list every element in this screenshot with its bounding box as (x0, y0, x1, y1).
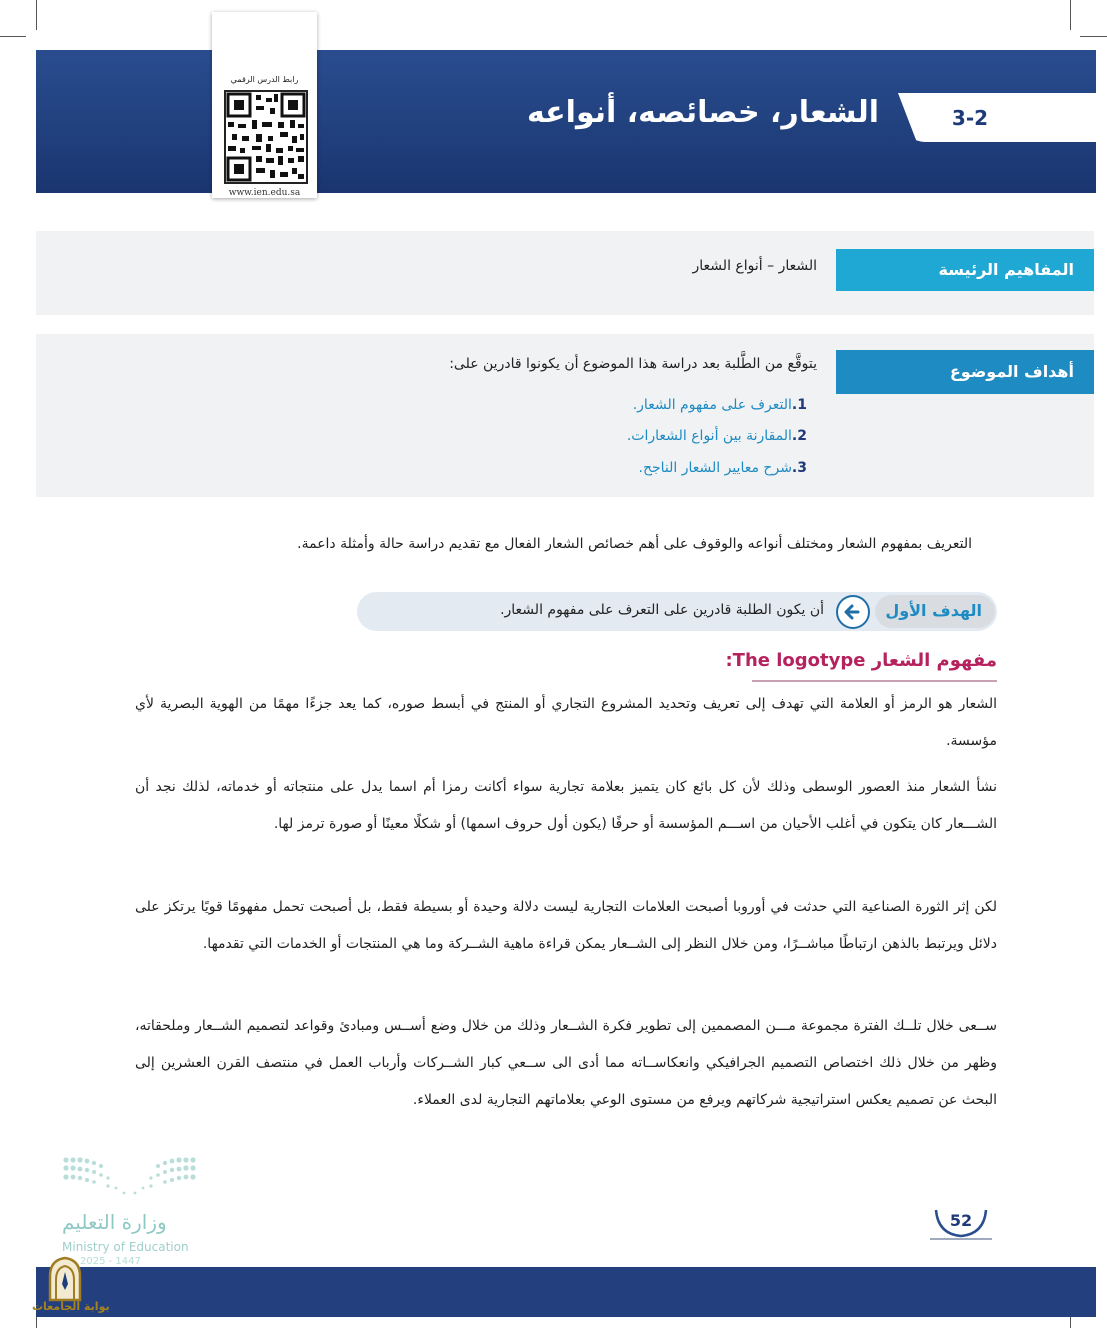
goal-number: 2. (791, 428, 807, 444)
crop-mark (1070, 0, 1071, 30)
qr-url[interactable]: www.ien.edu.sa (228, 188, 301, 198)
goal-text: شرح معايير الشعار الناجح. (638, 460, 792, 476)
lesson-tab (898, 93, 1107, 142)
goal-item (627, 428, 807, 444)
paragraph: نشأ الشعار منذ العصور الوسطى وذلك لأن كل بائع كان يتميز بعلامة تجارية سواء أكانت رمزا أم اسما يدل على منتجاته أو خدماته، لذلك نجد أن الشـــعار كان يتكون في أغلب الأحيان من اســـم المؤسسة أو حرفًا (يكون أول حروف اسمها) أو شكلًا معينًا أو صورة ترمز لها. (135, 779, 997, 832)
qr-card[interactable] (212, 12, 317, 198)
goal-item (633, 397, 807, 413)
ministry-name-ar: وزارة التعليم (62, 1210, 167, 1234)
first-goal-text: أن يكون الطلبة قادرين على التعرف على مفهوم الشعار. (500, 602, 824, 618)
concepts-text: الشعار – أنواع الشعار (692, 258, 817, 274)
goal-item (639, 460, 808, 476)
goals-intro: يتوقَّع من الطَّلبة بعد دراسة هذا الموضوع أن يكونوا قادرين على: (449, 356, 817, 372)
goal-text: التعرف على مفهوم الشعار. (632, 397, 792, 413)
crop-mark (0, 36, 26, 37)
section-title: مفهوم الشعار The logotype: (725, 650, 997, 671)
concepts-label: المفاهيم الرئيسة (836, 249, 1094, 291)
qr-code-icon[interactable] (224, 90, 308, 184)
paragraph: لكن إثر الثورة الصناعية التي حدثت في أوروبا أصبحت العلامات التجارية ليست دلالة وحيدة أو بسيطة فقط، بل أصبحت تحمل مفهومًا قويًا يرتكز على دلائل ويرتبط بالذهن ارتباطًا مباشــرًا، ومن خلال النظر إلى الشــعار يمكن قراءة ماهية الشــركة وما هي المنتجات أو الخدمات التي تقدمها. (135, 899, 997, 952)
page-title: الشعار، خصائصه، أنواعه (526, 95, 879, 130)
ministry-logo-icon (62, 1155, 197, 1200)
first-goal-label: الهدف الأول (885, 601, 982, 620)
lesson-number: 3-2 (951, 106, 989, 130)
watermark-text: بوابة الجامعات (32, 1300, 110, 1313)
goals-label: أهداف الموضوع (836, 350, 1094, 394)
goal-text: المقارنة بين أنواع الشعارات. (626, 428, 792, 444)
crop-mark (36, 0, 37, 30)
arrow-left-icon (836, 595, 870, 629)
paragraph: ســعى خلال تلــك الفترة مجموعة مـــن المصممين إلى تطوير فكرة الشــعار وذلك من خلال وضع أســس ومبادئ وقواعد لتصميم الشــعار وملحقاته، وظهر من خلال ذلك اختصاص التصميم الجرافيكي وانعكاســاته مما أدى الى ســعي كبار الشــركات وأرباب العمل في منتصف القرن العشرين إلى البحث عن تصميم يعكس استراتيجية شركاتهم ويرفع من مستوى الوعي بعلاماتهم التجارية لدى العملاء. (135, 1018, 997, 1108)
paragraph: الشعار هو الرمز أو العلامة التي تهدف إلى تعريف وتحديد المشروع التجاري أو المنتج في أبسط صوره، كما يعد جزءًا مهمًا من الهوية البصرية لأي مؤسسة. (135, 696, 997, 749)
page-number: 52 (949, 1211, 973, 1230)
ministry-name-en: Ministry of Education (62, 1240, 189, 1254)
edition-year: 2025 - 1447 (80, 1256, 141, 1267)
footer-band (36, 1267, 1096, 1317)
section-divider (752, 680, 997, 682)
gate-logo-icon (44, 1256, 86, 1302)
qr-label: رابط الدرس الرقمي (230, 75, 299, 84)
crop-mark (1080, 36, 1107, 37)
goal-number: 3. (791, 460, 807, 476)
intro-text: التعريف بمفهوم الشعار ومختلف أنواعه والوقوف على أهم خصائص الشعار الفعال مع تقديم دراسة حالة وأمثلة داعمة. (297, 536, 972, 552)
goal-number: 1. (791, 397, 807, 413)
